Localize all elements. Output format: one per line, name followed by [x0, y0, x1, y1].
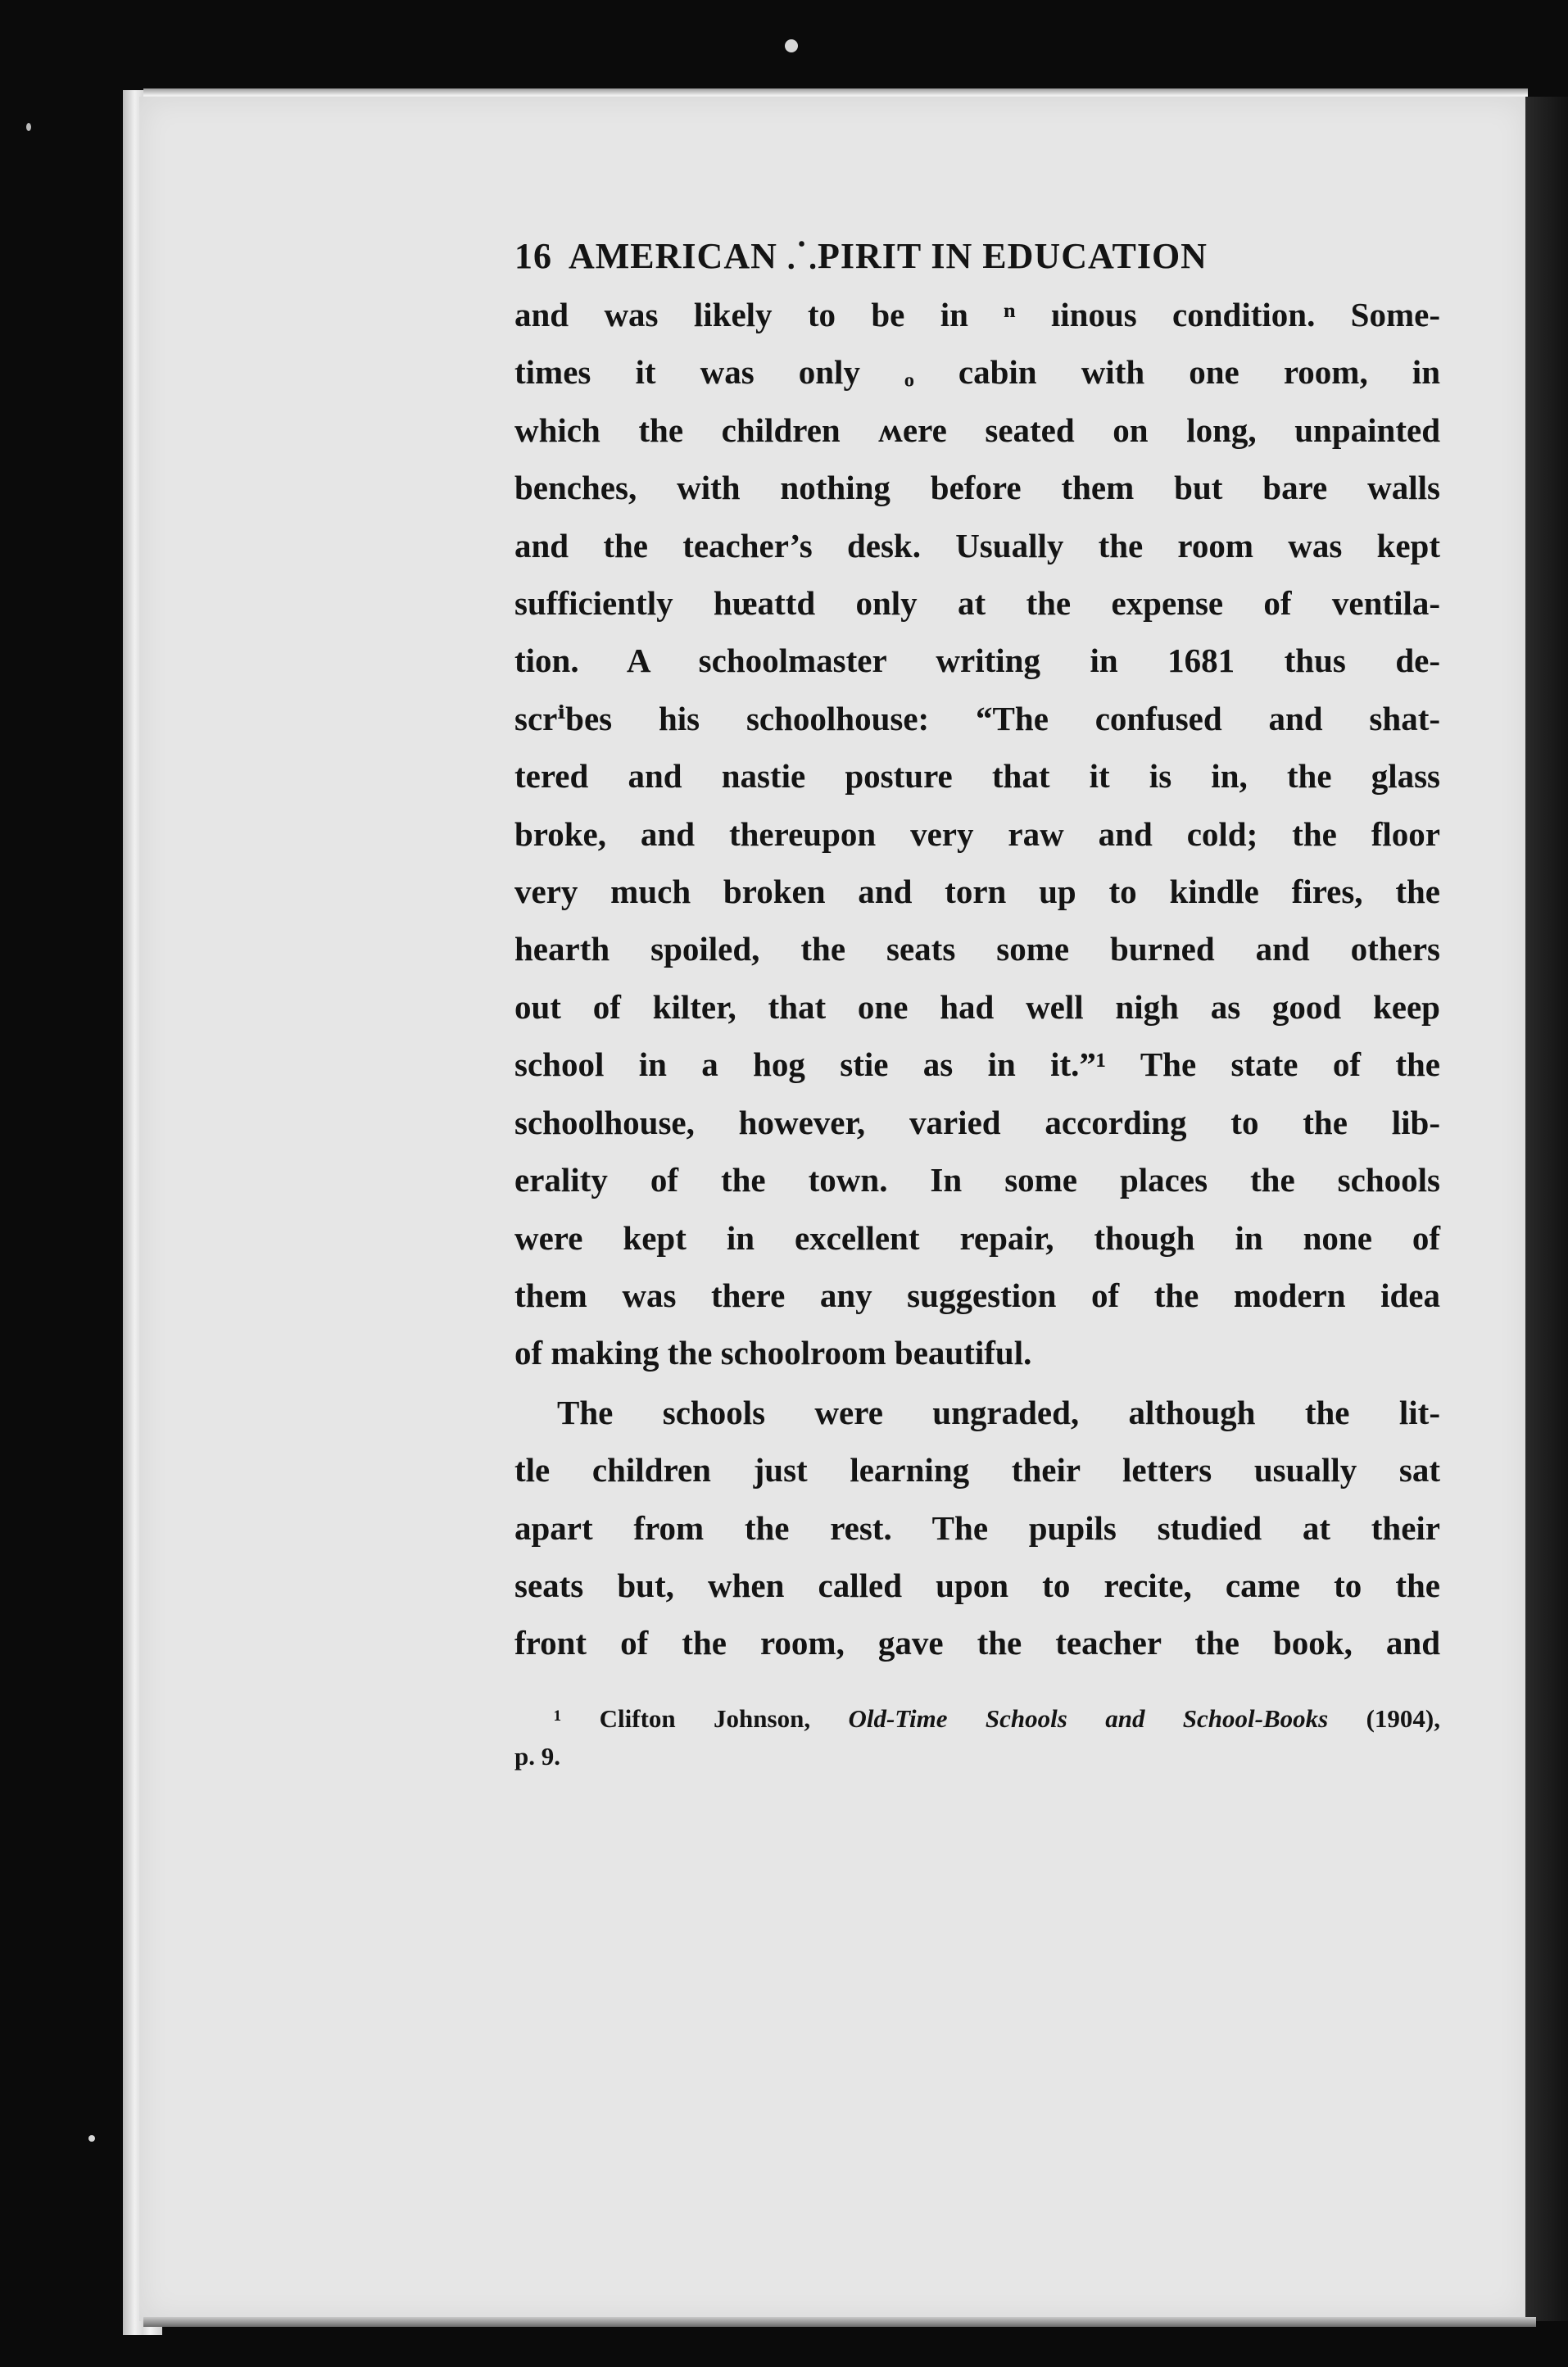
- paragraph-1: [514, 286, 1440, 1382]
- text-line: erality of the town. In some places the schools: [514, 1161, 1440, 1199]
- running-head-title: AMERICAN ⸫PIRIT IN EDUCATION: [569, 236, 1208, 276]
- text-line: scrⁱbes his schoolhouse: “The confused and shat-: [514, 699, 1440, 737]
- text-line: school in a hog stie as in it.”¹ The state of the: [514, 1045, 1440, 1084]
- footnote-author: Clifton Johnson,: [599, 1703, 811, 1733]
- text-line: and was likely to be in ⁿ ıinous condition. Some-: [514, 296, 1440, 333]
- text-line: of making the schoolroom beautiful.: [514, 1334, 1032, 1372]
- page-edge-right: [1525, 97, 1568, 2321]
- text-line: sufficiently hᵫattd only at the expense of ventila-: [514, 584, 1440, 623]
- text-line: very much broken and torn up to kindle fires, the: [514, 873, 1440, 911]
- page-number: 16: [514, 236, 552, 276]
- dust-speck: [26, 123, 31, 131]
- text-line: out of kilter, that one had well nigh as good keep: [514, 987, 1440, 1026]
- text-line: benches, with nothing before them but bare walls: [514, 469, 1440, 507]
- text-line: tered and nastie posture that it is in, the glass: [514, 757, 1440, 796]
- footnote-marker: ¹: [554, 1703, 562, 1733]
- text-line: times it was only ₒ cabin with one room, in: [514, 353, 1440, 392]
- footnote: [514, 1700, 1440, 1775]
- page-edge-bottom: [143, 2317, 1536, 2327]
- dust-speck: [88, 2135, 95, 2142]
- footnote-page: p. 9.: [514, 1741, 560, 1771]
- text-line: were kept in excellent repair, though in none of: [514, 1218, 1440, 1257]
- text-line: which the children ʍere seated on long, unpainted: [514, 410, 1440, 449]
- running-head: [514, 232, 1440, 281]
- page-text: [514, 232, 1440, 1775]
- text-line: and the teacher’s desk. Usually the room was kept: [514, 526, 1440, 565]
- text-line: front of the room, gave the teacher the book, and: [514, 1624, 1440, 1662]
- dust-speck: [785, 39, 798, 52]
- text-line: The schools were ungraded, although the lit-: [557, 1393, 1440, 1431]
- text-line: tion. A schoolmaster writing in 1681 thus de-: [514, 642, 1440, 680]
- text-line: seats but, when called upon to recite, came to the: [514, 1566, 1440, 1604]
- text-line: tle children just learning their letters usually sat: [514, 1451, 1440, 1490]
- text-line: them was there any suggestion of the modern idea: [514, 1276, 1440, 1314]
- footnote-work-title: Old-Time Schools and School-Books: [848, 1703, 1329, 1733]
- text-line: broke, and thereupon very raw and cold; the floor: [514, 814, 1440, 853]
- text-line: hearth spoiled, the seats some burned and others: [514, 930, 1440, 968]
- text-line: apart from the rest. The pupils studied at their: [514, 1508, 1440, 1547]
- text-line: schoolhouse, however, varied according to the lib-: [514, 1103, 1440, 1141]
- footnote-year: (1904),: [1366, 1703, 1441, 1733]
- paragraph-2: [514, 1384, 1440, 1672]
- footnote-line: [514, 1700, 1440, 1738]
